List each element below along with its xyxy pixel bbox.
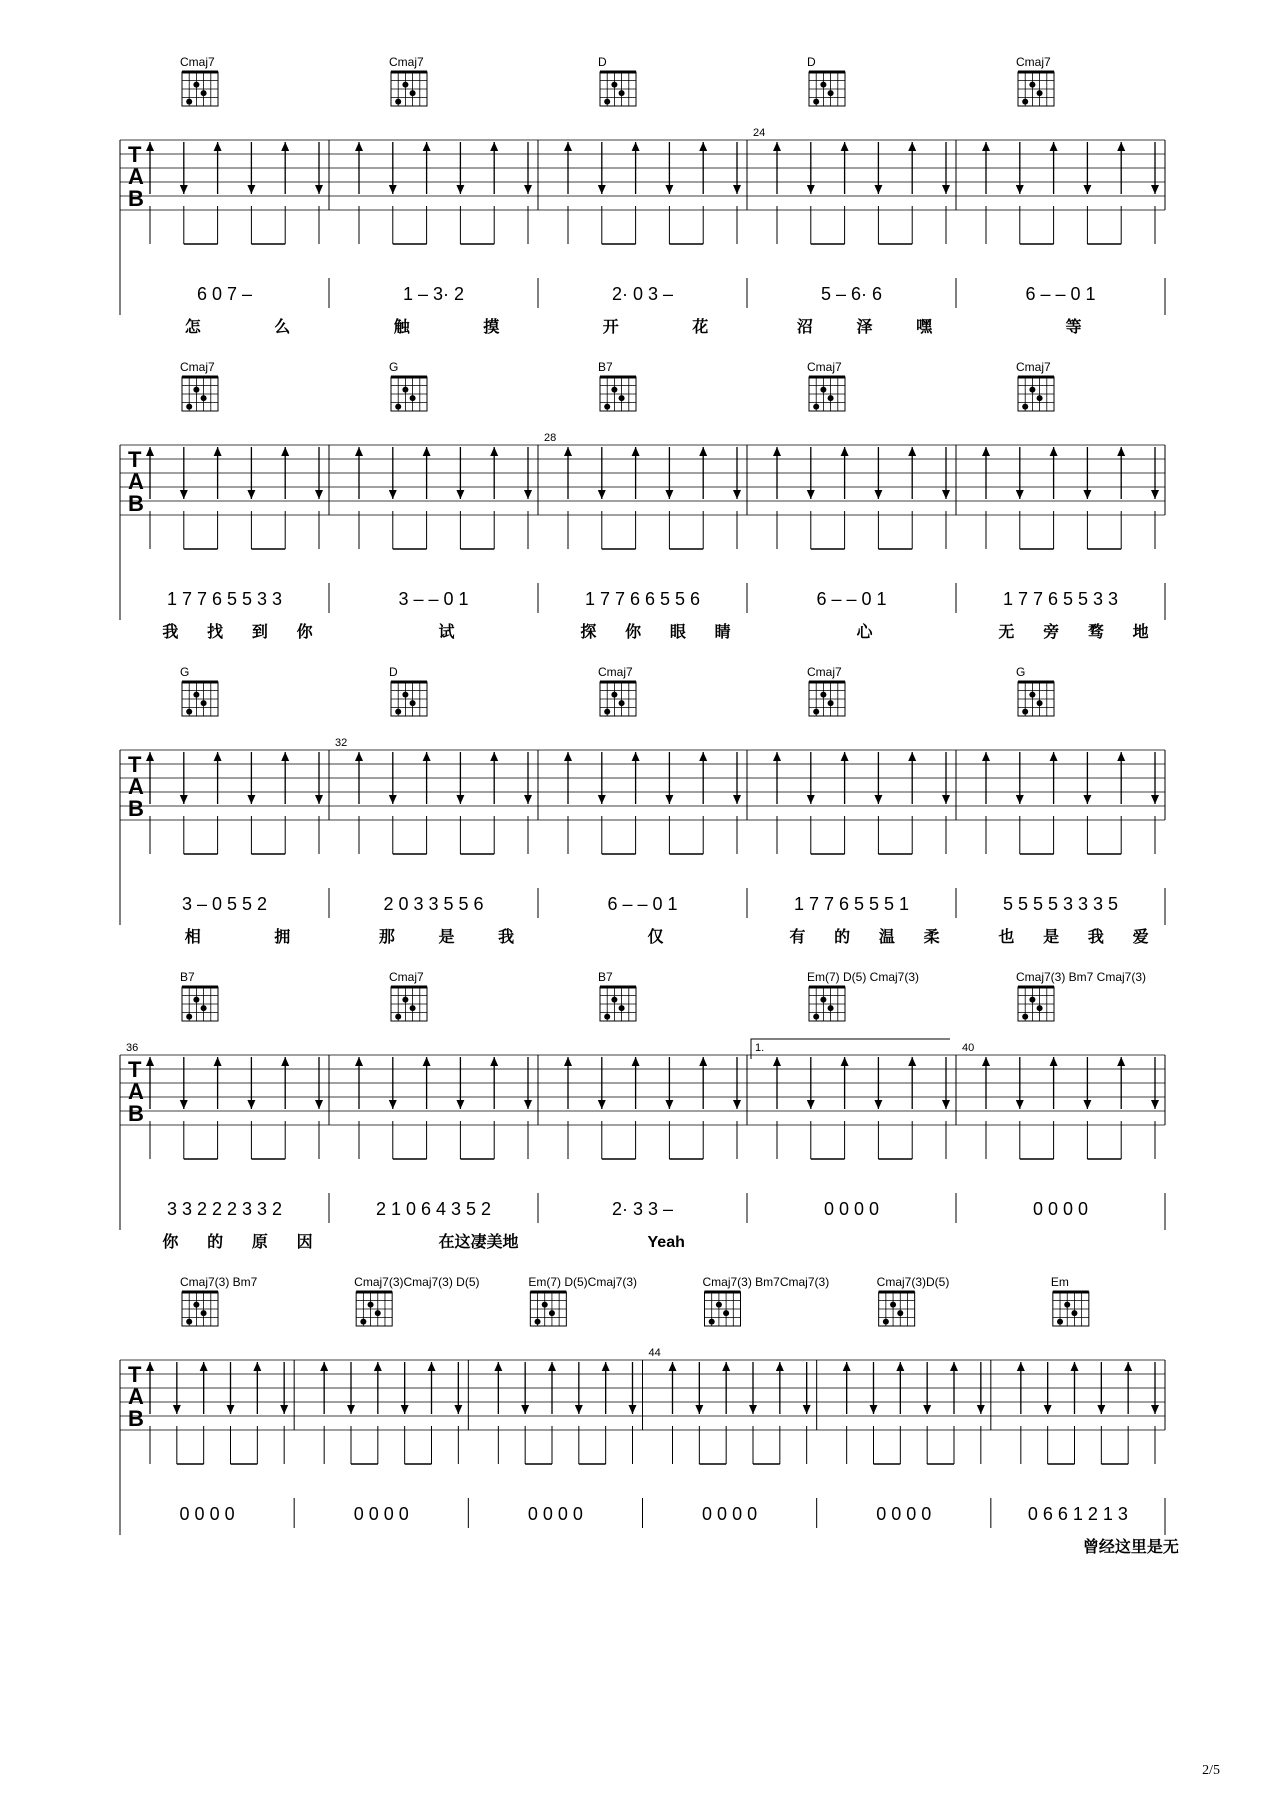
lyric: 心 xyxy=(856,624,873,641)
jianpu-notation: 2 1 0 6 4 3 5 2 xyxy=(375,1199,492,1219)
lyric: 我 xyxy=(1087,929,1104,946)
chord-name: Cmaj7 xyxy=(180,360,215,374)
measure xyxy=(355,360,538,641)
tab-clef-letter: A xyxy=(128,1079,144,1104)
measure xyxy=(126,970,329,1251)
lyric: Yeah xyxy=(647,1234,685,1251)
staff-system xyxy=(120,1275,1179,1556)
lyric: 眼 xyxy=(669,624,686,641)
jianpu-notation: 0 0 0 0 xyxy=(702,1504,758,1524)
measure xyxy=(982,55,1165,336)
chord-name: D xyxy=(389,665,398,679)
measure xyxy=(564,55,747,336)
chord-name: B7 xyxy=(598,970,613,984)
measure-number: 44 xyxy=(648,1347,661,1359)
lyric: 有 xyxy=(789,929,806,946)
jianpu-notation: 0 0 0 0 xyxy=(1032,1199,1089,1219)
chord-name: Cmaj7(3)Cmaj7(3) D(5) xyxy=(354,1275,480,1289)
lyric: 我 xyxy=(162,624,179,641)
lyric: 摸 xyxy=(483,319,500,336)
lyric: 开 xyxy=(602,319,619,336)
measure-number: 24 xyxy=(753,127,766,139)
lyric: 地 xyxy=(1132,624,1149,641)
jianpu-notation: 3 – 0 5 5 2 xyxy=(181,894,268,914)
jianpu-notation: 6 0 7 – xyxy=(196,284,253,304)
lyric: 柔 xyxy=(923,929,940,946)
lyric: 的 xyxy=(834,929,851,946)
chord-name: Cmaj7(3) Bm7Cmaj7(3) xyxy=(702,1275,830,1289)
measure xyxy=(843,1275,991,1528)
jianpu-notation: 6 – – 0 1 xyxy=(816,589,887,609)
jianpu-notation: 0 0 0 0 xyxy=(823,1199,880,1219)
measure xyxy=(146,360,329,641)
tab-clef-letter: A xyxy=(128,469,144,494)
page-number: 2/5 xyxy=(1202,1763,1220,1778)
jianpu-notation: 2 0 3 3 5 5 6 xyxy=(383,894,484,914)
chord-name: Cmaj7 xyxy=(389,970,424,984)
jianpu-notation: 1 7 7 6 5 5 5 1 xyxy=(793,894,910,914)
tab-clef-letter: T xyxy=(128,752,142,777)
lyric: 你 xyxy=(625,624,642,641)
jianpu-notation: 0 0 0 0 xyxy=(353,1504,409,1524)
chord-name: Em(7) D(5)Cmaj7(3) xyxy=(528,1275,638,1289)
chord-name: Cmaj7 xyxy=(1016,55,1051,69)
measure xyxy=(982,665,1165,946)
tab-clef-letter: A xyxy=(128,1384,144,1409)
jianpu-notation: 2· 0 3 – xyxy=(611,284,674,304)
jianpu-notation: 3 – – 0 1 xyxy=(398,589,469,609)
measure xyxy=(1017,1275,1179,1556)
lyric: 到 xyxy=(251,624,268,641)
lyric: 曾经这里是无 xyxy=(1082,1539,1179,1556)
chord-name: D xyxy=(807,55,816,69)
jianpu-notation: 0 0 0 0 xyxy=(876,1504,932,1524)
jianpu-notation: 1 7 7 6 6 5 5 6 xyxy=(584,589,701,609)
lyric: 是 xyxy=(438,929,455,946)
lyric: 沼 xyxy=(796,319,813,336)
jianpu-notation: 3 3 2 2 2 3 3 2 xyxy=(166,1199,283,1219)
measure-number: 28 xyxy=(544,432,557,444)
measure xyxy=(773,665,956,946)
jianpu-notation: 5 5 5 5 3 3 3 5 xyxy=(1002,894,1119,914)
lyric: 找 xyxy=(207,624,224,641)
lyric: 爱 xyxy=(1132,929,1149,946)
tab-clef-letter: B xyxy=(128,491,144,516)
lyric: 温 xyxy=(878,929,895,946)
chord-name: Cmaj7(3) Bm7 xyxy=(180,1275,258,1289)
chord-name: Cmaj7 xyxy=(807,665,842,679)
jianpu-notation: 1 7 7 6 5 5 3 3 xyxy=(166,589,283,609)
chord-name: Cmaj7(3)D(5) xyxy=(876,1275,950,1289)
lyric: 原 xyxy=(251,1234,268,1251)
lyric: 怎 xyxy=(184,319,201,336)
jianpu-notation: 6 – – 0 1 xyxy=(607,894,678,914)
lyric: 睛 xyxy=(714,624,731,641)
measure xyxy=(564,970,747,1251)
measure xyxy=(544,360,747,641)
chord-name: Cmaj7 xyxy=(180,55,215,69)
lyric: 泽 xyxy=(856,319,873,336)
lyric: 仅 xyxy=(647,929,664,946)
tab-clef-letter: A xyxy=(128,164,144,189)
chord-name: G xyxy=(389,360,399,374)
lyric: 那 xyxy=(378,929,395,946)
jianpu-notation: 1 7 7 6 5 5 3 3 xyxy=(1002,589,1119,609)
jianpu-notation: 5 – 6· 6 xyxy=(820,284,883,304)
lyric: 因 xyxy=(296,1234,313,1251)
lyric: 花 xyxy=(692,319,709,336)
lyric: 骛 xyxy=(1087,624,1104,641)
tab-clef-letter: T xyxy=(128,1362,142,1387)
chord-name: B7 xyxy=(598,360,613,374)
tab-clef-letter: B xyxy=(128,796,144,821)
jianpu-notation: 2· 3 3 – xyxy=(611,1199,674,1219)
chord-name: Cmaj7 xyxy=(598,665,633,679)
measure-number: 32 xyxy=(335,737,348,749)
measure xyxy=(146,665,329,946)
lyric: 拥 xyxy=(274,929,291,946)
lyric: 旁 xyxy=(1043,624,1060,641)
measure xyxy=(751,970,956,1223)
chord-name: Em(7) D(5) Cmaj7(3) xyxy=(807,970,920,984)
lyric: 你 xyxy=(296,624,313,641)
measure-number: 40 xyxy=(962,1042,975,1054)
tab-clef-letter: T xyxy=(128,447,142,472)
measure-number: 36 xyxy=(126,1042,139,1054)
lyric: 在这凄美地 xyxy=(438,1234,519,1251)
tab-clef-letter: B xyxy=(128,1406,144,1431)
lyric: 的 xyxy=(207,1234,224,1251)
measure xyxy=(649,1275,830,1528)
chord-name: Cmaj7 xyxy=(389,55,424,69)
measure xyxy=(494,1275,642,1528)
measure xyxy=(753,55,956,336)
tab-clef-letter: B xyxy=(128,186,144,211)
measure xyxy=(355,970,538,1251)
tab-clef-letter: T xyxy=(128,142,142,167)
jianpu-notation: 0 0 0 0 xyxy=(527,1504,583,1524)
chord-name: Em xyxy=(1050,1275,1069,1289)
volta-label: 1. xyxy=(755,1042,765,1054)
tab-clef-letter: T xyxy=(128,1057,142,1082)
chord-name: Cmaj7 xyxy=(807,360,842,374)
staff-system xyxy=(120,55,1165,336)
measure xyxy=(355,55,538,336)
staff-system xyxy=(120,360,1165,641)
measure xyxy=(962,970,1165,1223)
measure xyxy=(146,55,329,336)
lyric: 等 xyxy=(1065,319,1082,336)
lyric: 是 xyxy=(1043,929,1060,946)
measure xyxy=(320,1275,479,1528)
lyric: 无 xyxy=(998,624,1015,641)
staff-system xyxy=(120,970,1165,1251)
jianpu-notation: 6 – – 0 1 xyxy=(1025,284,1096,304)
measure xyxy=(146,1275,294,1528)
jianpu-notation: 1 – 3· 2 xyxy=(402,284,465,304)
chord-name: G xyxy=(180,665,190,679)
measure xyxy=(982,360,1165,641)
lyric: 触 xyxy=(393,319,410,336)
tab-clef-letter: B xyxy=(128,1101,144,1126)
measure xyxy=(564,665,747,946)
measure xyxy=(773,360,956,641)
jianpu-notation: 0 6 6 1 2 1 3 xyxy=(1027,1504,1128,1524)
staff-system xyxy=(120,665,1165,946)
lyric: 试 xyxy=(438,624,455,641)
chord-name: Cmaj7(3) Bm7 Cmaj7(3) xyxy=(1016,970,1147,984)
chord-name: D xyxy=(598,55,607,69)
chord-name: B7 xyxy=(180,970,195,984)
tab-clef-letter: A xyxy=(128,774,144,799)
measure xyxy=(335,665,538,946)
lyric: 探 xyxy=(580,624,597,641)
jianpu-notation: 0 0 0 0 xyxy=(179,1504,235,1524)
lyric: 相 xyxy=(184,929,201,946)
lyric: 也 xyxy=(998,929,1015,946)
lyric: 我 xyxy=(498,929,515,946)
lyric: 么 xyxy=(274,319,291,336)
lyric: 你 xyxy=(162,1234,179,1251)
chord-name: Cmaj7 xyxy=(1016,360,1051,374)
lyric: 嘿 xyxy=(916,319,933,336)
chord-name: G xyxy=(1016,665,1026,679)
